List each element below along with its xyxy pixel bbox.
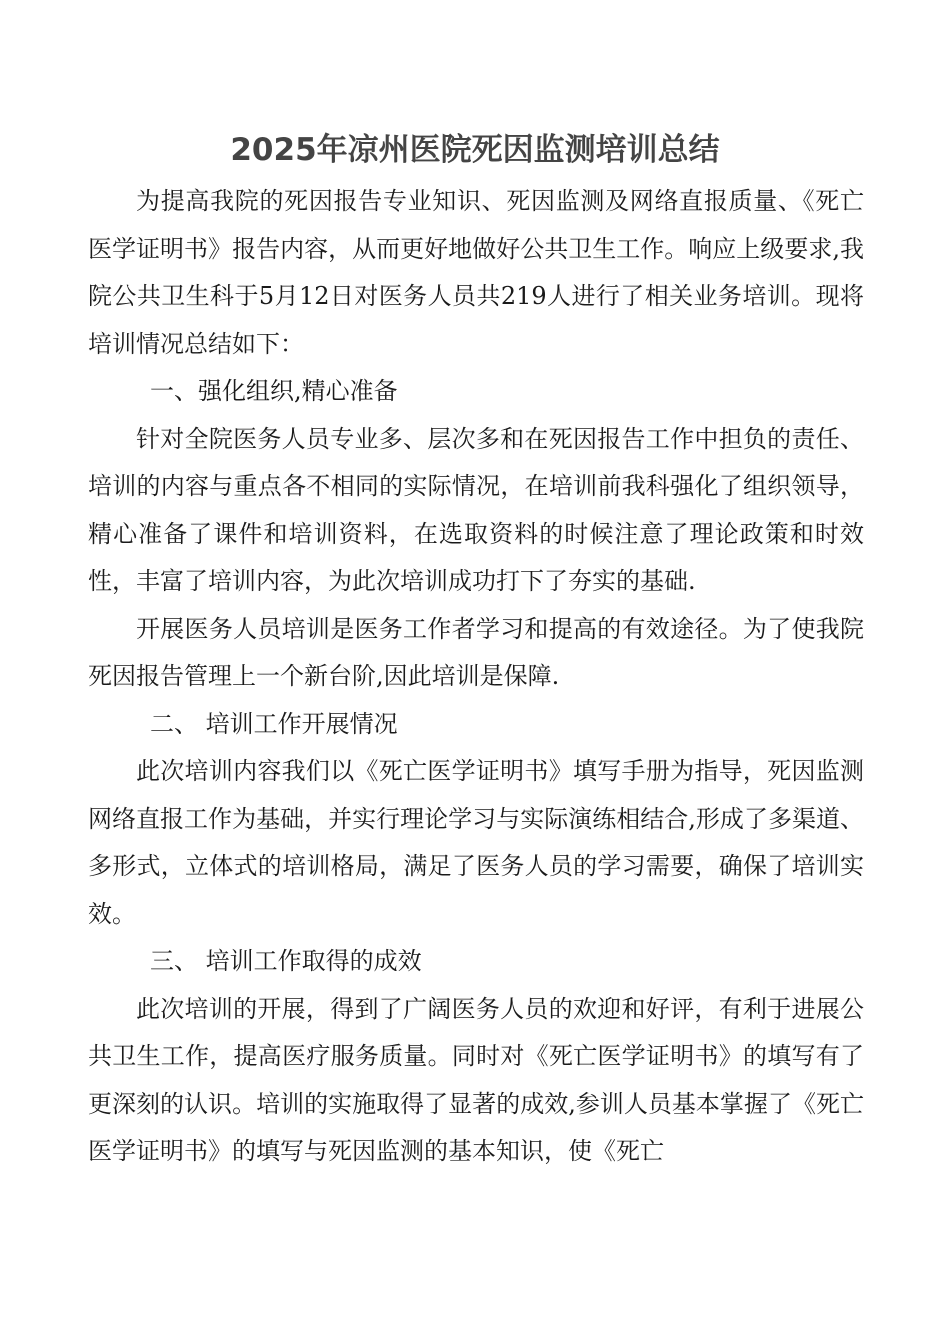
document-body bbox=[88, 178, 864, 1176]
intro-paragraph: 为提高我院的死因报告专业知识、死因监测及网络直报质量、《死亡医学证明书》报告内容，从而更好地做好公共卫生工作。响应上级要求,我院公共卫生科于5月12日对医务人员共219人进行了相关业务培训。现将培训情况总结如下： bbox=[88, 187, 864, 358]
section-2-paragraph: 此次培训内容我们以《死亡医学证明书》填写手册为指导，死因监测网络直报工作为基础，并实行理论学习与实际演练相结合,形成了多渠道、多形式，立体式的培训格局，满足了医务人员的学习需要，确保了培训实效。 bbox=[88, 757, 864, 928]
section-heading-2: 二、 培训工作开展情况 bbox=[150, 709, 398, 738]
section-heading-1: 一、强化组织,精心准备 bbox=[150, 377, 398, 405]
section-1-paragraph-1: 针对全院医务人员专业多、层次多和在死因报告工作中担负的责任、培训的内容与重点各不相同的实际情况，在培训前我科强化了组织领导，精心准备了课件和培训资料，在选取资料的时候注意了理论政策和时效性，丰富了培训内容，为此次培训成功打下了夯实的基础. bbox=[88, 424, 864, 595]
section-3-paragraph: 此次培训的开展，得到了广阔医务人员的欢迎和好评，有利于进展公共卫生工作，提高医疗服务质量。同时对《死亡医学证明书》的填写有了更深刻的认识。培训的实施取得了显著的成效,参训人员基本掌握了《死亡医学证明书》的填写与死因监测的基本知识，使《死亡 bbox=[88, 994, 864, 1165]
section-heading-3: 三、 培训工作取得的成效 bbox=[150, 947, 422, 975]
section-1-paragraph-2: 开展医务人员培训是医务工作者学习和提高的有效途径。为了使我院死因报告管理上一个新台阶,因此培训是保障. bbox=[88, 614, 864, 690]
document-title: 2025年凉州医院死因监测培训总结 bbox=[230, 132, 720, 168]
